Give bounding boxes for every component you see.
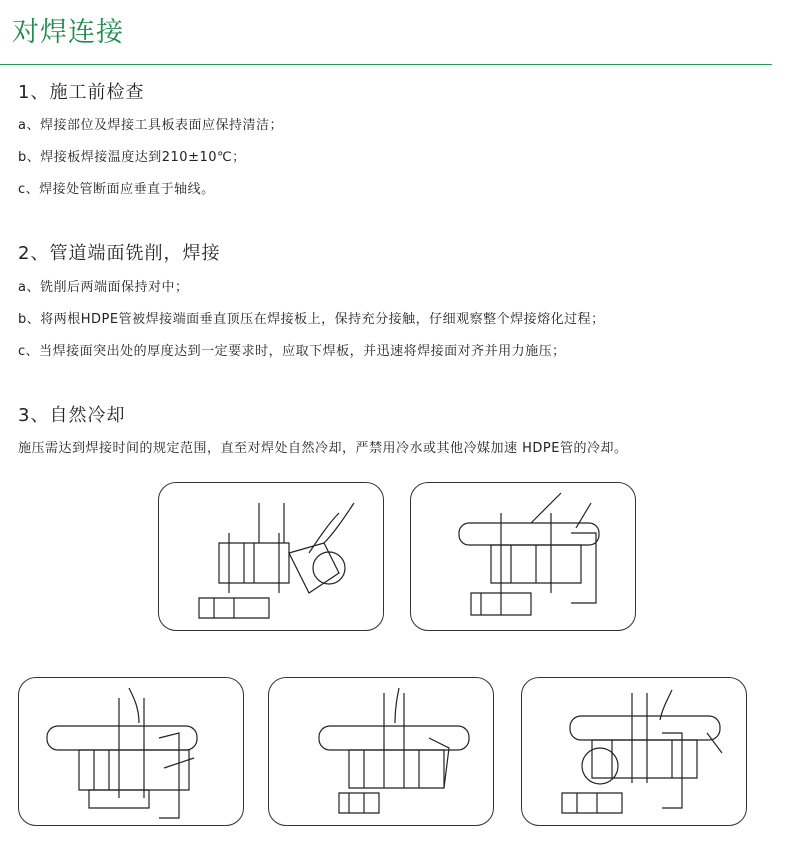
section-2-heading: 2、管道端面铣削，焊接 (18, 243, 221, 264)
section-3-heading: 3、自然冷却 (18, 405, 126, 426)
machine-sketch-5 (522, 678, 746, 825)
machine-sketch-1 (159, 483, 383, 630)
pipe-joining-illustration (268, 677, 494, 826)
section-2-line-a: a、铣削后两端面保持对中； (18, 280, 189, 295)
machine-sketch-2 (411, 483, 635, 630)
section-3-line: 施压需达到焊接时间的规定范围，直至对焊处自然冷却，严禁用冷水或其他冷媒加速 HDPE管的冷却。 (18, 441, 628, 456)
pipe-clamping-illustration (410, 482, 636, 631)
machine-sketch-3 (19, 678, 243, 825)
heating-plate-illustration (18, 677, 244, 826)
section-2-line-c: c、当焊接面突出处的厚度达到一定要求时，应取下焊板，并迅速将焊接面对齐并用力施压； (18, 344, 566, 359)
section-1-line-c: c、焊接处管断面应垂直于轴线。 (18, 182, 215, 197)
section-1-line-b: b、焊接板焊接温度达到210±10℃； (18, 150, 246, 165)
title-divider (0, 64, 772, 65)
milling-step-illustration (158, 482, 384, 631)
machine-sketch-4 (269, 678, 493, 825)
section-1-heading: 1、施工前检查 (18, 82, 145, 103)
page-title: 对焊连接 (12, 17, 124, 48)
cooling-step-illustration (521, 677, 747, 826)
section-1-line-a: a、焊接部位及焊接工具板表面应保持清洁； (18, 118, 283, 133)
section-2-line-b: b、将两根HDPE管被焊接端面垂直顶压在焊接板上，保持充分接触，仔细观察整个焊接熔化过程； (18, 312, 605, 327)
